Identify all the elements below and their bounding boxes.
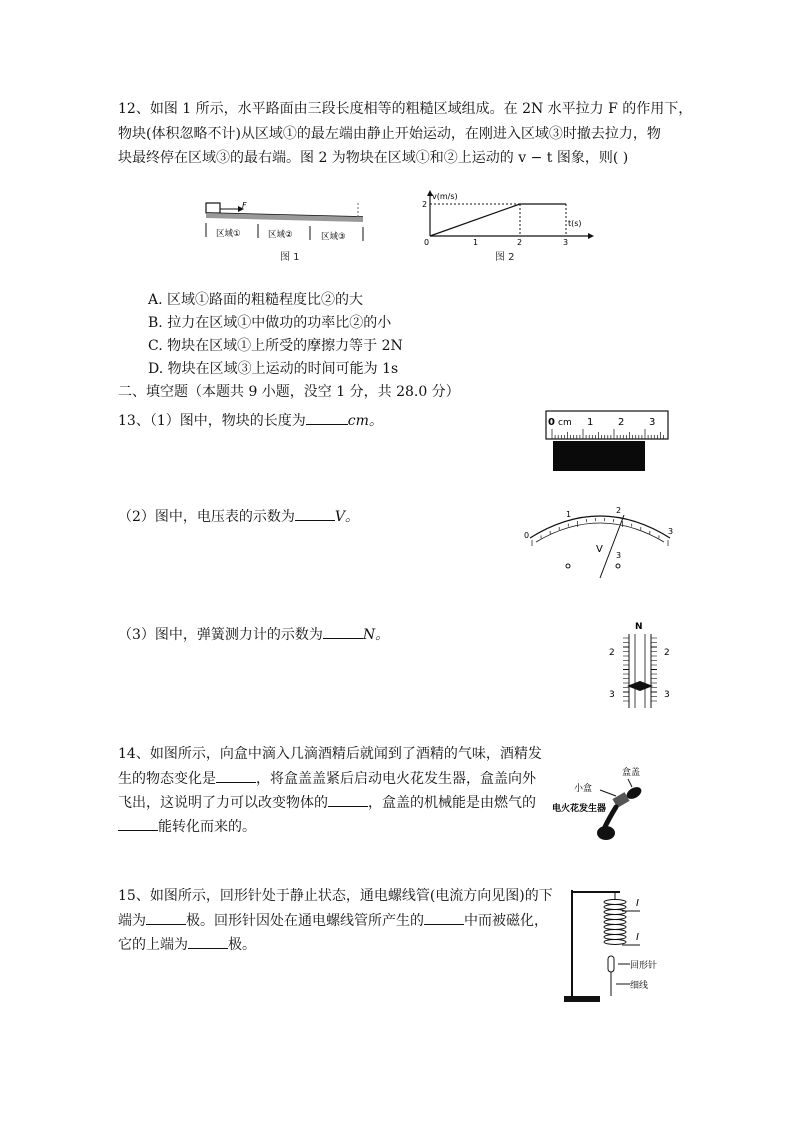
stand-base [564,996,600,1002]
x-axis-arrow [588,233,594,239]
q14-blank-3[interactable] [118,816,158,831]
y-axis-label: v(m/s) [432,192,458,201]
q14-blank-2[interactable] [328,792,368,807]
voltmeter-label: V [596,544,603,555]
pointer-indicator [627,681,653,691]
q13-part1-prefix: 13、（1）图中，物块的长度为 [118,413,306,429]
q12-line2: 物块(体积忽略不计)从区域①的最左端由静止开始运动，在刚进入区域③时撤去拉力，物 [118,126,661,142]
q15-blank-3[interactable] [188,934,228,949]
terminal-right-icon [616,564,620,568]
coil-winding [604,920,626,925]
q12-option-b: B. 拉力在区域①中做功的功率比②的小 [148,315,392,331]
q14-line3-suffix: ，盒盖的机械能是由燃气的 [368,795,536,811]
solenoid-diagram [560,884,670,1006]
zone1-label: 区域① [216,229,241,239]
dial-arc-inner [536,523,664,542]
q12-figure-2 [418,190,598,250]
ruler-tick-2: 2 [618,417,625,428]
q14-blank-1[interactable] [216,768,256,783]
q12-line3: 块最终停在区域③的最右端。图 2 为物块在区域①和②上运动的 v − t 图象，则( ) [118,150,629,166]
coil-winding [604,910,626,915]
fig1-caption: 图 1 [280,252,300,263]
q14-line4 [118,816,256,837]
q15-line2-prefix: 端为 [118,913,146,929]
spring-scale-figure [605,618,675,710]
generator-label: 电火花发生器 [552,804,607,814]
coil-winding [604,930,626,935]
voltmeter-ticks [532,518,668,546]
spring-right-tick-2: 2 [664,648,670,658]
spring-scale [605,618,675,710]
q15-blank-2[interactable] [424,910,464,925]
voltmeter-terminal-label: 3 [616,551,622,560]
voltmeter [520,500,680,585]
x-tick-2: 2 [517,238,523,247]
q13-part2-unit: V。 [334,509,360,525]
terminal-left-icon [566,564,570,568]
ruler [545,410,670,472]
x-tick-3: 3 [563,238,569,247]
accel-line [430,204,520,236]
q13-part2-prefix: （2）图中，电压表的示数为 [118,509,295,525]
spring-scale-ticks [623,638,657,701]
current-label-bottom: I [636,932,639,943]
q13-part2 [118,506,359,527]
q13-part1-blank[interactable] [306,410,348,425]
volt-scale-3: 3 [668,527,674,536]
thread-label: 细线 [630,981,649,991]
zone2-label: 区域② [268,230,293,240]
force-label: F [242,201,247,210]
q13-part1-unit: cm。 [347,413,383,429]
coil-winding [604,925,626,930]
y-tick-2: 2 [422,200,428,209]
ruler-tick-3: 3 [649,417,656,428]
q14-line2-prefix: 生的物态变化是 [118,771,216,787]
q14-line2 [118,768,536,789]
spark-generator-figure [550,765,665,845]
q13-part2-blank[interactable] [295,506,335,521]
q14-line2-suffix: ，将盒盖盖紧后启动电火花发生器，盒盖向外 [256,771,536,787]
coil-winding [604,935,626,940]
q13-part3-unit: N。 [362,627,390,643]
q12-line1: 12、如图 1 所示，水平路面由三段长度相等的粗糙区域组成。在 2N 水平拉力 F 的作用下， [118,101,693,117]
q13-part1 [118,410,383,431]
voltmeter-needle [600,515,624,578]
q12-option-c: C. 物块在区域①上所受的摩擦力等于 2N [148,338,403,354]
spark-generator-diagram [550,765,665,845]
spring-left-tick-3: 3 [609,690,615,700]
q15-line3-suffix: 极。 [228,937,256,953]
spring-right-tick-3: 3 [664,690,670,700]
spring-left-tick-2: 2 [609,648,615,658]
coil-winding [604,905,626,910]
q13-part3 [118,624,389,645]
q15-line2-suffix: 中而被磁化， [464,913,548,929]
q12-option-a: A. 区域①路面的粗糙程度比②的大 [148,292,364,308]
ruler-figure [545,410,670,472]
current-label-top: I [636,898,639,909]
coil-winding [604,915,626,920]
voltmeter-figure [520,500,680,585]
q15-blank-1[interactable] [146,910,186,925]
q14-line1: 14、如图所示，向盒中滴入几滴酒精后就闻到了酒精的气味，酒精发 [118,746,542,762]
q12-option-d: D. 物块在区域③上运动的时间可能为 1s [148,361,399,377]
q14-line3-prefix: 飞出，这说明了力可以改变物体的 [118,795,328,811]
ruler-tick-0: 0 [548,417,555,428]
q15-line1: 15、如图所示，回形针处于静止状态，通电螺线管(电流方向见图)的下 [118,888,553,904]
coil-winding [604,940,626,945]
generator-grip [597,826,615,840]
solenoid-figure [560,884,670,1006]
measured-block [553,441,645,471]
section-2-heading: 二、填空题（本题共 9 小题，没空 1 分，共 28.0 分） [118,384,460,400]
volt-scale-2: 2 [616,506,622,515]
x-axis-label: t(s) [568,219,582,228]
ruler-tick-1: 1 [587,417,594,428]
q14-line4-suffix: 能转化而来的。 [158,819,256,835]
solenoid-coil [604,900,626,945]
ruler-unit: cm [558,418,572,428]
q15-line3-prefix: 它的上端为 [118,937,188,953]
q15-line2-mid: 极。回形针因处在通电螺线管所产生的 [186,913,424,929]
lid-leader [628,779,632,787]
q14-line3 [118,792,536,813]
fig2-caption: 图 2 [495,252,515,263]
lid-label: 盒盖 [622,768,641,778]
paperclip-label: 回形针 [630,961,658,971]
x-tick-1: 1 [473,238,479,247]
q15-line3 [118,934,256,955]
dial-arc-outer [530,516,670,538]
volt-scale-0: 0 [524,531,530,540]
box-leader [600,790,616,796]
coil-winding [604,900,626,905]
paperclip-icon [608,956,614,972]
origin-label: 0 [424,238,430,247]
q13-part3-blank[interactable] [323,624,363,639]
volt-scale-1: 1 [566,510,572,519]
vt-graph [418,190,598,250]
spring-scale-unit: N [635,622,643,632]
q13-part3-prefix: （3）图中，弹簧测力计的示数为 [118,627,323,643]
box-label: 小盒 [574,784,593,794]
q15-line2 [118,910,548,931]
block [206,203,220,213]
zone3-label: 区域③ [321,232,346,242]
